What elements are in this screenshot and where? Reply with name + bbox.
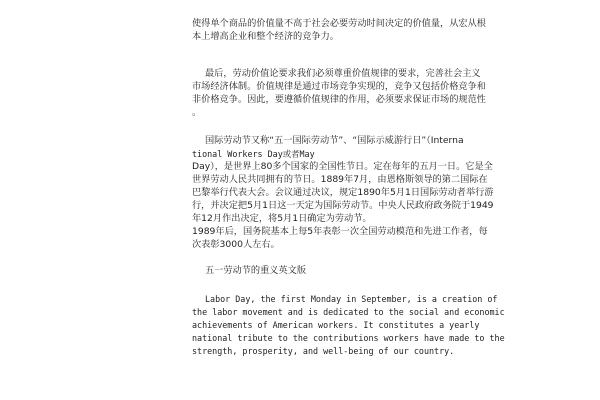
english-paragraph-line: national tribute to the contributions workers have made to the: [192, 333, 505, 343]
paragraph-3-line: 次表彰3000人左右。: [192, 239, 280, 250]
english-paragraph-line: strength, prosperity, and well-being of our country.: [192, 346, 455, 356]
section-title: 五一劳动节的重义英文版: [205, 265, 307, 276]
english-paragraph-line: achievements of American workers. It constitutes a yearly: [192, 320, 480, 330]
paragraph-1-line: 使得单个商品的价值量不高于社会必要劳动时间决定的价值量，从宏从根: [192, 18, 486, 29]
paragraph-2-line: 。: [192, 107, 202, 118]
english-paragraph-line: Labor Day, the first Monday in September, is a creation of: [205, 294, 498, 304]
paragraph-3-line: 年12月作出决定，将5月1日确定为劳动节。: [192, 213, 372, 224]
paragraph-3-line: 行，并决定把5月1日这一天定为国际劳动节。中央人民政府政务院于1949: [192, 200, 494, 211]
paragraph-1-line: 本上增高企业和整个经济的竞争力。: [192, 31, 339, 42]
paragraph-3-line: tional Workers Day或者May: [192, 149, 315, 159]
english-paragraph-line: the labor movement and is dedicated to the social and economic: [192, 307, 505, 317]
paragraph-3-line: 国际劳动节又称“五一国际劳动节”、“国际示威游行日”（Interna: [205, 135, 464, 146]
paragraph-2-line: 市场经济体制。价值规律是通过市场竞争实现的，竞争又包括价格竞争和: [192, 81, 486, 92]
paragraph-3-line: 世界劳动人民共同拥有的节日。1889年7月，由恩格斯领导的第二国际在: [192, 174, 488, 185]
paragraph-3-line: 巴黎举行代表大会。会议通过决议，规定1890年5月1日国际劳动者举行游: [192, 187, 494, 198]
paragraph-2-line: 非价格竞争。因此，要遵循价值规律的作用，必须要求保证市场的规范性: [192, 94, 486, 105]
paragraph-3-line: 1989年后，国务院基本上每5年表彰一次全国劳动模范和先进工作者，每: [192, 226, 488, 237]
paragraph-2-line: 最后，劳动价值论要求我们必须尊重价值规律的要求，完善社会主义: [205, 68, 481, 79]
paragraph-3-line: Day），是世界上80多个国家的全国性节日。定在每年的五月一日。它是全: [192, 161, 493, 172]
